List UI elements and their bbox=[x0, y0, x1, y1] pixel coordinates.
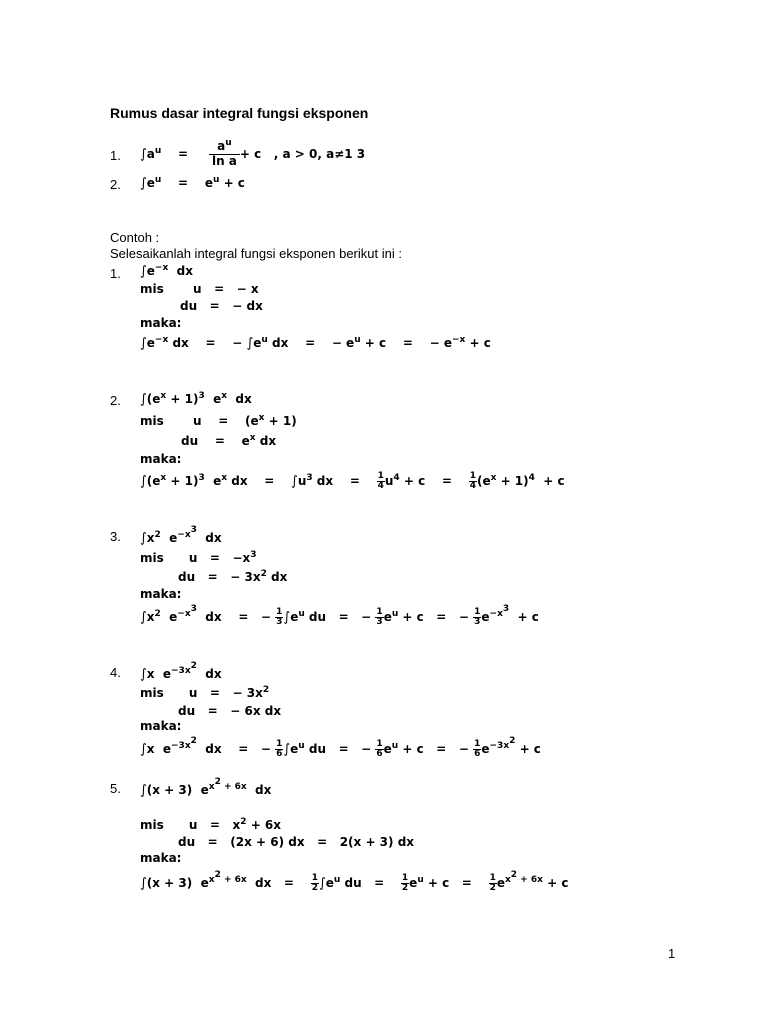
formula-2: $\int e^u$ = $e^u + c$ bbox=[140, 175, 245, 191]
example-4-du: du = − 6x dx bbox=[178, 704, 282, 718]
example-4-integral: ∫x $e^{-3x^2}$ dx bbox=[140, 661, 222, 682]
formula-1: $\int a^u$ = $\frac{a^u}{\text{ln a}}$ + c , a > 0, a≠1 3 bbox=[140, 138, 366, 168]
example-1-number: 1. bbox=[110, 266, 121, 281]
example-1-integral: $\int e^{-x}$ dx bbox=[140, 263, 193, 279]
example-5-number: 5. bbox=[110, 781, 121, 796]
formula-2-number: 2. bbox=[110, 177, 121, 192]
example-1-maka: maka: bbox=[140, 316, 182, 330]
example-4-result: ∫x $e^{-3x^2}$ dx = − $\frac{1}{6}$ $\int e^u$ du = − $\frac{1}{6}$ $e^u + c$ = − $\frac{1}{6}$ $e^{-3x^2} + c$ bbox=[140, 736, 541, 759]
example-2-integral: $\int(e^x + 1)^3$ $e^x$ dx bbox=[140, 391, 252, 407]
example-3-integral: $\int x^2$ $e^{-x^3}$ dx bbox=[140, 525, 222, 546]
example-5-result: ∫(x + 3) $e^{x^2 + 6x}$ dx = $\frac{1}{2}$ $\int e^u$ du = $\frac{1}{2}$ $e^u + c$ = $\frac{1}{2}$ $e^{x^2 + 6x} + c$ bbox=[140, 870, 569, 893]
example-5-maka: maka: bbox=[140, 851, 182, 865]
example-2-number: 2. bbox=[110, 393, 121, 408]
example-3-mis-u: mis $u = -x^3$ bbox=[140, 550, 257, 565]
example-2-du: du = $e^x$ dx bbox=[181, 433, 277, 448]
example-4-mis-u: mis u = − $3x^2$ bbox=[140, 685, 270, 700]
example-3-result: $\int x^2$ $e^{-x^3}$ dx = − $\frac{1}{3}$ $\int e^u$ du = − $\frac{1}{3}$ $e^u + c$ = − $\frac{1}{3}$ $e^{-x^3} + c$ bbox=[140, 604, 539, 627]
example-1-mis-u: mis u = − x bbox=[140, 282, 259, 296]
example-4-number: 4. bbox=[110, 665, 121, 680]
example-5-du: du = (2x + 6) dx = 2(x + 3) dx bbox=[178, 835, 415, 849]
example-3-number: 3. bbox=[110, 529, 121, 544]
example-3-du: du = − $3x^2$ dx bbox=[178, 569, 288, 584]
page-number: 1 bbox=[668, 946, 676, 961]
formula-1-condition: , a > 0, a≠1 3 bbox=[273, 146, 366, 161]
contoh-instruction: Selesaikanlah integral fungsi eksponen berikut ini : bbox=[110, 246, 402, 261]
contoh-heading: Contoh : bbox=[110, 230, 160, 245]
example-5-mis-u: mis $u = x^2 + 6x$ bbox=[140, 817, 282, 832]
formula-1-number: 1. bbox=[110, 148, 121, 163]
example-2-result: $\int(e^x + 1)^3$ $e^x$ dx = $\int u^3$ dx = $\frac{1}{4}$ $u^4 + c$ = $\frac{1}{4}$ $(e^x + 1)^4 + c$ bbox=[140, 471, 565, 491]
example-4-maka: maka: bbox=[140, 719, 182, 733]
page-title: Rumus dasar integral fungsi eksponen bbox=[110, 105, 369, 121]
example-5-integral: ∫(x + 3) $e^{x^2 + 6x}$ dx bbox=[140, 777, 272, 798]
example-1-du: du = − dx bbox=[180, 299, 263, 313]
example-3-maka: maka: bbox=[140, 587, 182, 601]
example-1-result: $\int e^{-x}$ dx = − $\int e^u$ dx = − $e^u + c$ = − $e^{-x} + c$ bbox=[140, 335, 491, 351]
example-2-maka: maka: bbox=[140, 452, 182, 466]
example-2-mis-u: mis u = $(e^x + 1)$ bbox=[140, 413, 297, 428]
